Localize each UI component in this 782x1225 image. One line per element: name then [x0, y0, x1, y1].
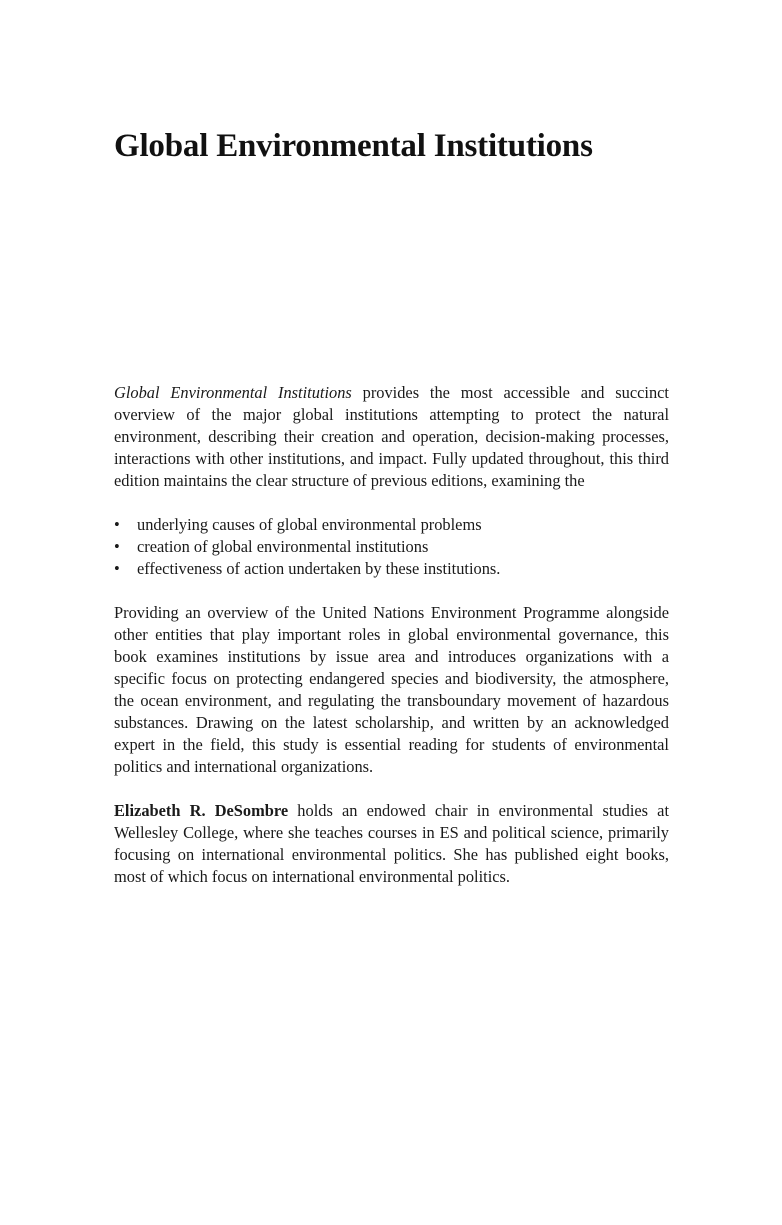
list-item-text: underlying causes of global environmental problems	[137, 515, 482, 534]
author-bio-paragraph	[114, 800, 669, 888]
topics-list	[114, 514, 669, 580]
list-item	[114, 558, 669, 580]
inline-book-title: Global Environmental Institutions	[114, 383, 352, 402]
list-item	[114, 514, 669, 536]
bullet-icon: •	[114, 559, 120, 578]
list-item	[114, 536, 669, 558]
author-name: Elizabeth R. DeSombre	[114, 801, 289, 820]
list-item-text: effectiveness of action undertaken by these institutions.	[137, 559, 501, 578]
bullet-icon: •	[114, 537, 120, 556]
bullet-icon: •	[114, 515, 120, 534]
book-title: Global Environmental Institutions	[114, 128, 593, 164]
description-text: provides the most accessible and succinct overview of the major global institutions attempting to protect the natural environment, describing their creation and operation, decision-making processes, interactions with other institutions, and impact. Fully updated throughout, this third edition maintains the clear structure of previous editions, examining the	[114, 383, 669, 490]
list-item-text: creation of global environmental institutions	[137, 537, 429, 556]
author-bio-text: holds an endowed chair in environmental studies at Wellesley College, where she teaches courses in ES and political science, primarily focusing on international environmental politics. She has published eight books, most of which focus on international environmental politics.	[114, 801, 669, 886]
book-blurb	[114, 382, 669, 888]
description-paragraph	[114, 382, 669, 492]
overview-paragraph: Providing an overview of the United Nations Environment Programme alongside other entities that play important roles in global environmental governance, this book examines institutions by issue area and introduces organizations with a specific focus on protecting endangered species and biodiversity, the atmosphere, the ocean environment, and regulating the transboundary movement of hazardous substances. Drawing on the latest scholarship, and written by an acknowledged expert in the field, this study is essential reading for students of environmental politics and international organizations.	[114, 603, 669, 776]
